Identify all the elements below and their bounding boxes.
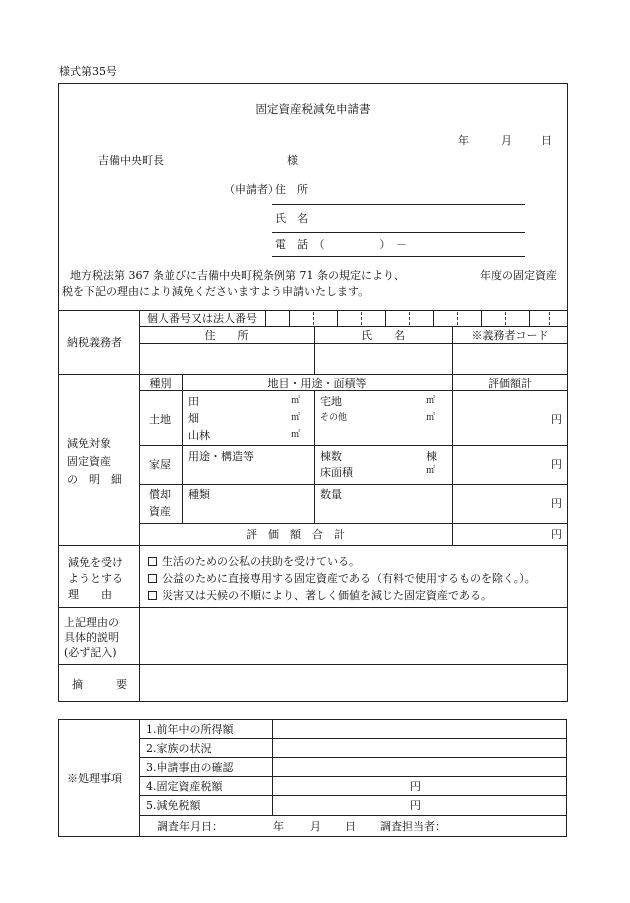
land-unit-4: ㎡ (426, 396, 436, 406)
survey-month: 月 (310, 820, 321, 833)
survey-year: 年 (273, 820, 284, 833)
checkbox-icon[interactable] (148, 557, 157, 566)
total-yen: 円 (551, 528, 562, 541)
taxpayer-address-field[interactable] (140, 344, 313, 373)
form-title: 固定資産税減免申請書 (255, 102, 371, 116)
explanation-label-2: 具体的説明 (64, 631, 119, 644)
col-value-header: 評価額計 (488, 377, 532, 390)
land-yen: 円 (551, 413, 562, 426)
house-use: 用途・構造等 (188, 450, 254, 463)
land-item-forest: 山林 (188, 429, 210, 442)
land-unit-1: ㎡ (291, 396, 301, 406)
summary-field[interactable] (140, 665, 567, 701)
col-detail-header: 地目・用途・面積等 (267, 377, 367, 390)
depreciable-qty: 数量 (320, 488, 342, 501)
house-count-unit: 棟 (426, 450, 437, 463)
house-floor: 床面積 (320, 466, 353, 479)
processing-row-4: 4.固定資産税額 (146, 780, 223, 793)
addressee-name: 吉備中央町長 (98, 154, 164, 167)
date-year: 年 (458, 134, 469, 147)
statement-line2: 税を下記の理由により減免くださいますよう申請いたします。 (62, 285, 370, 298)
reason-option-1-text: 生活のための公私の扶助を受けている。 (162, 555, 360, 568)
date-month: 月 (501, 134, 512, 147)
depreciable-label-1: 償却 (149, 488, 171, 501)
property-section-label-3: の 明 細 (67, 473, 122, 486)
col-type-header: 種別 (149, 377, 172, 390)
property-section-label-1: 減免対象 (67, 437, 111, 450)
house-yen: 円 (551, 458, 562, 471)
reason-option-3[interactable] (148, 590, 492, 601)
processing-label: ※処理事項 (67, 772, 122, 785)
land-unit-2: ㎡ (291, 413, 301, 423)
form-number: 様式第35号 (59, 65, 117, 78)
statement-line1: 地方税法第 367 条並びに吉備中央町税条例第 71 条の規定により、 (70, 269, 405, 282)
reason-label-1: 減免を受け (68, 556, 123, 569)
house-floor-unit: ㎡ (426, 466, 436, 476)
survey-date-label: 調査年月日： (157, 820, 223, 833)
explanation-field[interactable] (140, 608, 567, 663)
applicant-name-label: 氏 名 (275, 212, 308, 225)
processing-yen-2: 円 (410, 799, 421, 812)
survey-day: 日 (345, 820, 356, 833)
taxpayer-name-field[interactable] (315, 344, 451, 373)
explanation-label-3: (必ず記入) (64, 646, 117, 659)
reason-option-3-text: 災害又は天候の不順により、著しく価値を減じた固定資産である。 (162, 589, 492, 602)
taxpayer-label: 納税義務者 (67, 336, 122, 349)
applicant-address-label: 住 所 (275, 183, 308, 196)
processing-yen-1: 円 (410, 780, 421, 793)
reason-option-2-text: 公益のために直接専用する固定資産である（有料で使用するものを除く。）。 (162, 572, 536, 585)
depreciable-label-2: 資産 (149, 505, 171, 518)
addressee-honorific: 様 (287, 154, 298, 167)
depreciable-yen: 円 (551, 497, 562, 510)
house-count: 棟数 (320, 450, 342, 463)
applicant-label: （申請者） (224, 183, 279, 196)
statement-line1-year: 年度の固定資産 (480, 269, 557, 282)
reason-option-2[interactable] (148, 573, 536, 584)
land-unit-5: ㎡ (426, 413, 436, 423)
depreciable-kind: 種類 (188, 488, 210, 501)
land-item-field: 畑 (188, 412, 199, 425)
survey-officer-label: 調査担当者： (380, 820, 446, 833)
applicant-address-field[interactable] (272, 204, 525, 205)
processing-row-1: 1.前年中の所得額 (146, 723, 234, 736)
summary-label: 摘 要 (72, 678, 127, 691)
processing-row-5: 5.減免税額 (146, 799, 201, 812)
processing-row-2: 2.家族の状況 (146, 742, 212, 755)
reason-option-1[interactable] (148, 556, 360, 567)
taxpayer-code-header: ※義務者コード (471, 329, 549, 342)
land-label: 土地 (149, 413, 171, 426)
taxpayer-name-header: 氏 名 (361, 329, 405, 342)
total-label: 評 価 額 合 計 (246, 528, 345, 541)
date-day: 日 (541, 134, 552, 147)
land-item-residential: 宅地 (320, 395, 342, 408)
checkbox-icon[interactable] (148, 591, 157, 600)
reason-label-2: ようとする (68, 572, 123, 585)
applicant-phone-field[interactable] (272, 256, 525, 257)
land-item-rice-field: 田 (188, 395, 199, 408)
property-section-label-2: 固定資産 (67, 455, 111, 468)
explanation-label-1: 上記理由の (64, 616, 119, 629)
applicant-phone-label: 電 話 （ ） － (275, 238, 407, 251)
processing-row-3: 3.申請事由の確認 (146, 761, 234, 774)
land-unit-3: ㎡ (291, 430, 301, 440)
taxpayer-address-header: 住 所 (204, 329, 249, 342)
house-label: 家屋 (149, 458, 171, 471)
applicant-name-field[interactable] (272, 232, 525, 233)
taxpayer-id-label: 個人番号又は法人番号 (147, 312, 257, 325)
reason-label-3: 理 由 (68, 588, 112, 601)
land-item-other: その他 (320, 413, 348, 423)
checkbox-icon[interactable] (148, 574, 157, 583)
